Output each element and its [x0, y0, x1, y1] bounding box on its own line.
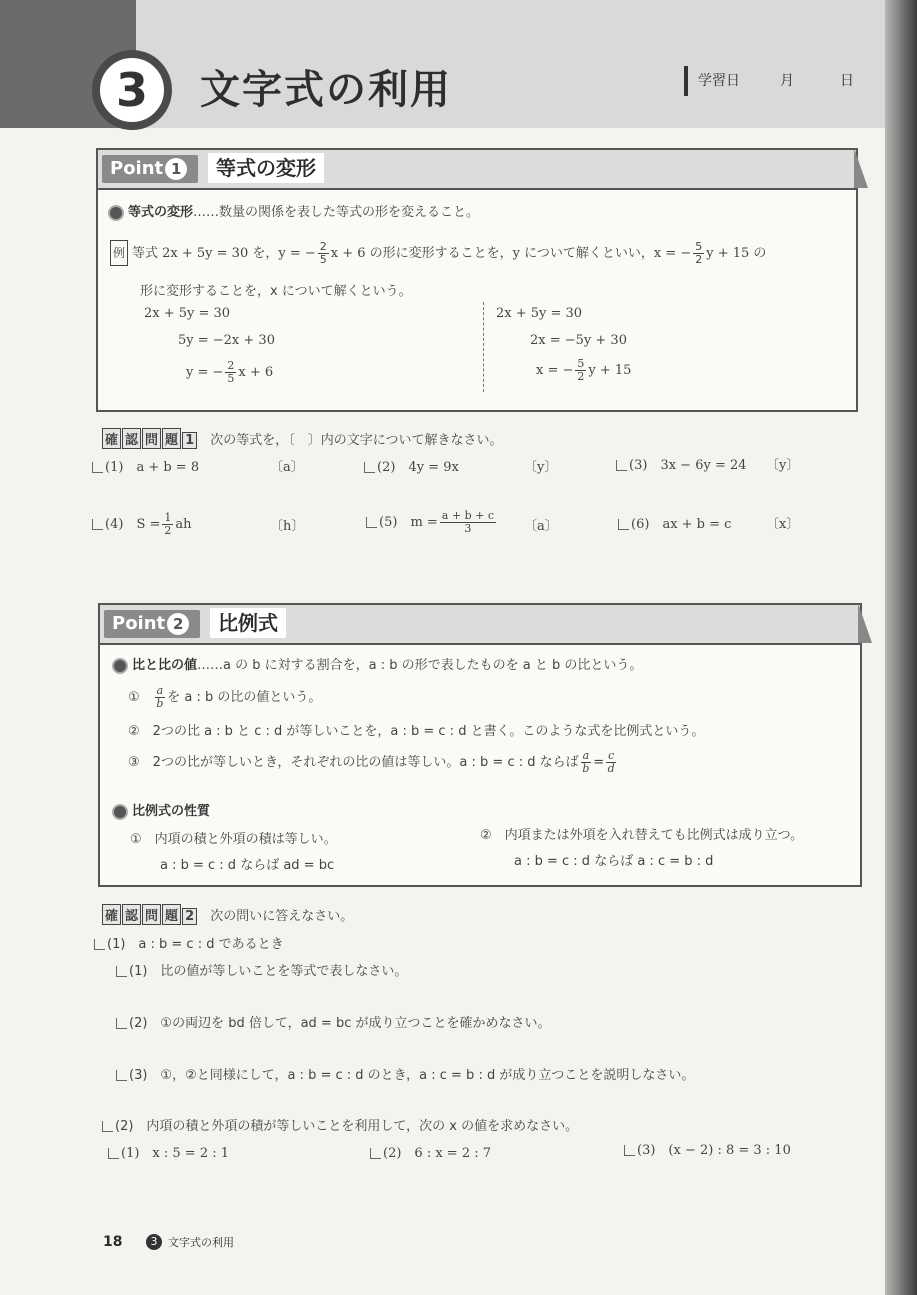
point2-header — [100, 605, 860, 645]
checkbox-icon — [366, 517, 377, 528]
check1-instruction: 次の等式を，〔 〕内の文字について解きなさい。 — [210, 433, 503, 448]
page-number: 18 — [103, 1234, 123, 1250]
point1-header — [98, 150, 856, 190]
point2-definition: 比と比の値……a の b に対する割合を，a : b の形で表したものを a と b の比という。 — [112, 654, 642, 674]
checkbox-icon — [370, 1148, 381, 1159]
checkbox-icon — [618, 519, 629, 530]
point2-title: 比例式 — [210, 608, 286, 638]
study-date-label: 学習日 — [698, 73, 740, 89]
right-step-3: x = − $\frac{5}{2}$ y + 15 — [536, 357, 632, 383]
problem-1-4-var: 〔h〕 — [270, 519, 305, 534]
problem-1-4[interactable]: (4) S = $\frac{1}{2}$ ah — [92, 512, 192, 537]
left-step-3: y = − $\frac{2}{5}$ x + 6 — [186, 359, 274, 385]
question-2-2-3[interactable]: (3) (x − 2) : 8 = 3 : 10 — [624, 1139, 791, 1158]
example-label: 例 — [110, 240, 128, 266]
problem-1-2-var: 〔y〕 — [524, 460, 558, 475]
page-edge-shadow — [885, 0, 917, 1295]
check1-number: 1 — [182, 432, 197, 449]
problem-1-5[interactable]: (5) m = $\frac{a + b + c}{3}$ — [366, 510, 498, 535]
question-2-1[interactable]: (1) a : b = c : d であるとき — [94, 933, 284, 952]
problem-1-3-var: 〔y〕 — [766, 458, 800, 473]
question-2-2-1[interactable]: (1) x : 5 = 2 : 1 — [108, 1142, 229, 1161]
checkbox-icon — [364, 462, 375, 473]
problem-1-6-var: 〔x〕 — [766, 517, 800, 532]
checkbox-icon — [94, 939, 105, 950]
prop2-formula: a : b = c : d ならば a : c = b : d — [514, 854, 714, 869]
point1-example-line2: 形に変形することを，x について解くという。 — [140, 284, 412, 299]
problem-1-6[interactable]: (6) ax + b = c — [618, 513, 731, 532]
question-2-2[interactable]: (2) 内項の積と外項の積が等しいことを利用して，次の x の値を求めなさい。 — [102, 1115, 578, 1134]
prop2-text: ② 内項または外項を入れ替えても比例式は成り立つ。 — [480, 828, 804, 843]
left-step-1: 2x + 5y = 30 — [144, 306, 231, 321]
checkbox-icon — [92, 462, 103, 473]
chapter-title: 文字式の利用 — [200, 67, 452, 113]
footer-chapter-number: 3 — [146, 1234, 162, 1250]
check2-header: 確 認 問 題 2 次の問いに答えなさい。 — [102, 904, 353, 925]
checkbox-icon — [616, 460, 627, 471]
question-2-1-3[interactable]: (3) ①，②と同様にして，a : b = c : d のとき，a : c = b : d が成り立つことを説明しなさい。 — [116, 1064, 694, 1083]
checkbox-icon — [102, 1121, 113, 1132]
checkbox-icon — [92, 519, 103, 530]
chapter-number: 3 — [92, 50, 172, 130]
month-label: 月 — [780, 73, 794, 89]
day-label: 日 — [840, 73, 854, 89]
left-step-2: 5y = −2x + 30 — [178, 333, 275, 348]
example-divider — [483, 302, 484, 392]
point1-title: 等式の変形 — [208, 153, 324, 183]
problem-1-1[interactable]: (1) a + b = 8 — [92, 456, 199, 475]
checkbox-icon — [116, 1070, 127, 1081]
question-2-1-1[interactable]: (1) 比の値が等しいことを等式で表しなさい。 — [116, 960, 407, 979]
question-2-1-2[interactable]: (2) ①の両辺を bd 倍して，ad = bc が成り立つことを確かめなさい。 — [116, 1012, 551, 1031]
checkbox-icon — [116, 966, 127, 977]
point1-badge: Point 1 — [102, 155, 198, 183]
prop1-text: ① 内項の積と外項の積は等しい。 — [130, 832, 337, 847]
check1-header: 確 認 問 題 1 次の等式を，〔 〕内の文字について解きなさい。 — [102, 428, 503, 449]
problem-1-1-var: 〔a〕 — [270, 460, 304, 475]
point2-badge-number: 2 — [167, 613, 189, 635]
study-date — [684, 66, 886, 96]
checkbox-icon — [108, 1148, 119, 1159]
problem-1-5-var: 〔a〕 — [524, 519, 558, 534]
point1-definition: 等式の変形……数量の関係を表した等式の形を変えること。 — [108, 201, 479, 221]
fold-decoration — [854, 148, 868, 188]
footer-chapter-title: 文字式の利用 — [168, 1236, 234, 1249]
prop1-formula: a : b = c : d ならば ad = bc — [160, 858, 335, 873]
bullet-icon — [108, 205, 124, 221]
point2-property: 比例式の性質 — [112, 800, 210, 820]
fold-decoration — [858, 603, 872, 643]
right-step-1: 2x + 5y = 30 — [496, 306, 583, 321]
right-step-2: 2x = −5y + 30 — [530, 333, 627, 348]
bullet-icon — [112, 658, 128, 674]
bullet-icon — [112, 804, 128, 820]
point2-badge: Point 2 — [104, 610, 200, 638]
point2-item3: ③ 2つの比が等しいとき，それぞれの比の値は等しい。a : b = c : d ならば $\frac{a}{b}$ = $\frac{c}{d}$ — [128, 749, 615, 775]
check2-instruction: 次の問いに答えなさい。 — [210, 909, 354, 924]
point2-item2: ② 2つの比 a : b と c : d が等しいことを，a : b = c : d と書く。このような式を比例式という。 — [128, 724, 705, 739]
checkbox-icon — [624, 1145, 635, 1156]
check2-number: 2 — [182, 908, 197, 925]
question-2-2-2[interactable]: (2) 6 : x = 2 : 7 — [370, 1142, 491, 1161]
problem-1-3[interactable]: (3) 3x − 6y = 24 — [616, 454, 747, 473]
point2-item1: ① $\frac{a}{b}$ を a : b の比の値という。 — [128, 684, 322, 710]
problem-1-2[interactable]: (2) 4y = 9x — [364, 456, 459, 475]
checkbox-icon — [116, 1018, 127, 1029]
point1-badge-number: 1 — [165, 158, 187, 180]
point1-example-line1: 例 等式 2x + 5y = 30 を，y = − $\frac{2}{5}$ x + 6 の形に変形することを，y について解くといい，x = − $\frac{5}{2}$ y + 15 の — [110, 240, 766, 266]
